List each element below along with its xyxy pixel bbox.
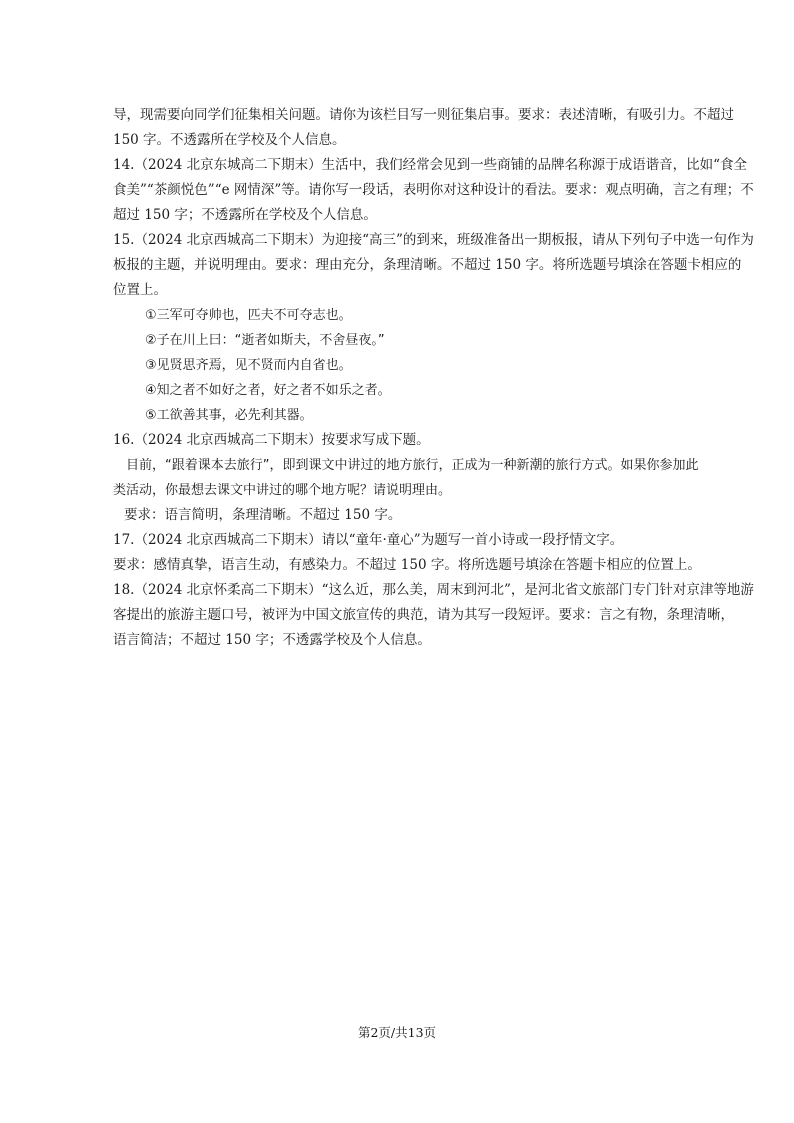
question-16: 16.（2024 北京西城高二下期末）按要求写成下题。 [113,432,430,448]
option-item: ②子在川上曰：“逝者如斯夫，不舍昼夜。” [145,333,385,348]
requirement-text: 要求：语言简明，条理清晰。不超过 150 字。 [124,507,402,523]
question-17: 17.（2024 北京西城高二下期末）请以“童年·童心”为题写一首小诗或一段抒情文字。 [113,532,624,548]
document-body [113,103,754,653]
text-line: 导，现需要向同学们征集相关问题。请你为该栏目写一则征集启事。要求：表述清晰，有吸引力。不超过 [113,107,734,123]
question-14: 14.（2024 北京东城高二下期末）生活中，我们经常会见到一些商铺的品牌名称源于成语谐音，比如“食全 [113,157,748,173]
material-text: 类活动，你最想去课文中讲过的哪个地方呢？请说明理由。 [113,483,452,498]
page-number: 第2页/共13页 [357,1025,437,1040]
question-15: 15.（2024 北京西城高二下期末）为迎接“高三”的到来，班级准备出一期板报，请从下列句子中选一句作为 [113,232,754,248]
option-item: ④知之者不如好之者，好之者不如乐之者。 [145,383,391,398]
text-line: 超过 150 字；不透露所在学校及个人信息。 [113,207,377,223]
text-line: 客提出的旅游主题口号，被评为中国文旅宣传的典范，请为其写一段短评。要求：言之有物，条理清晰， [113,607,734,623]
text-line: 语言简洁；不超过 150 字；不透露学校及个人信息。 [113,632,431,648]
text-line: 板报的主题，并说明理由。要求：理由充分，条理清晰。不超过 150 字。将所选题号填涂在答题卡相应的 [113,257,742,273]
text-line: 150 字。不透露所在学校及个人信息。 [113,132,346,148]
text-line: 食美”“茶颜悦色”“e 网情深”等。请你写一段话，表明你对这种设计的看法。要求：观点明确，言之有理；不 [113,182,754,198]
question-18: 18.（2024 北京怀柔高二下期末）“这么近，那么美，周末到河北”，是河北省文旅部门专门针对京津等地游 [113,582,754,598]
text-line: 位置上。 [113,282,167,298]
option-item: ③见贤思齐焉，见不贤而内自省也。 [145,358,352,373]
option-item: ①三军可夺帅也，匹夫不可夺志也。 [145,308,352,323]
material-text: 目前，“跟着课本去旅行”，即到课文中讲过的地方旅行，正成为一种新潮的旅行方式。如果你参加此 [126,458,699,473]
requirement-text: 要求：感情真挚，语言生动，有感染力。不超过 150 字。将所选题号填涂在答题卡相应的位置上。 [113,557,701,573]
option-item: ⑤工欲善其事，必先利其器。 [145,408,313,423]
